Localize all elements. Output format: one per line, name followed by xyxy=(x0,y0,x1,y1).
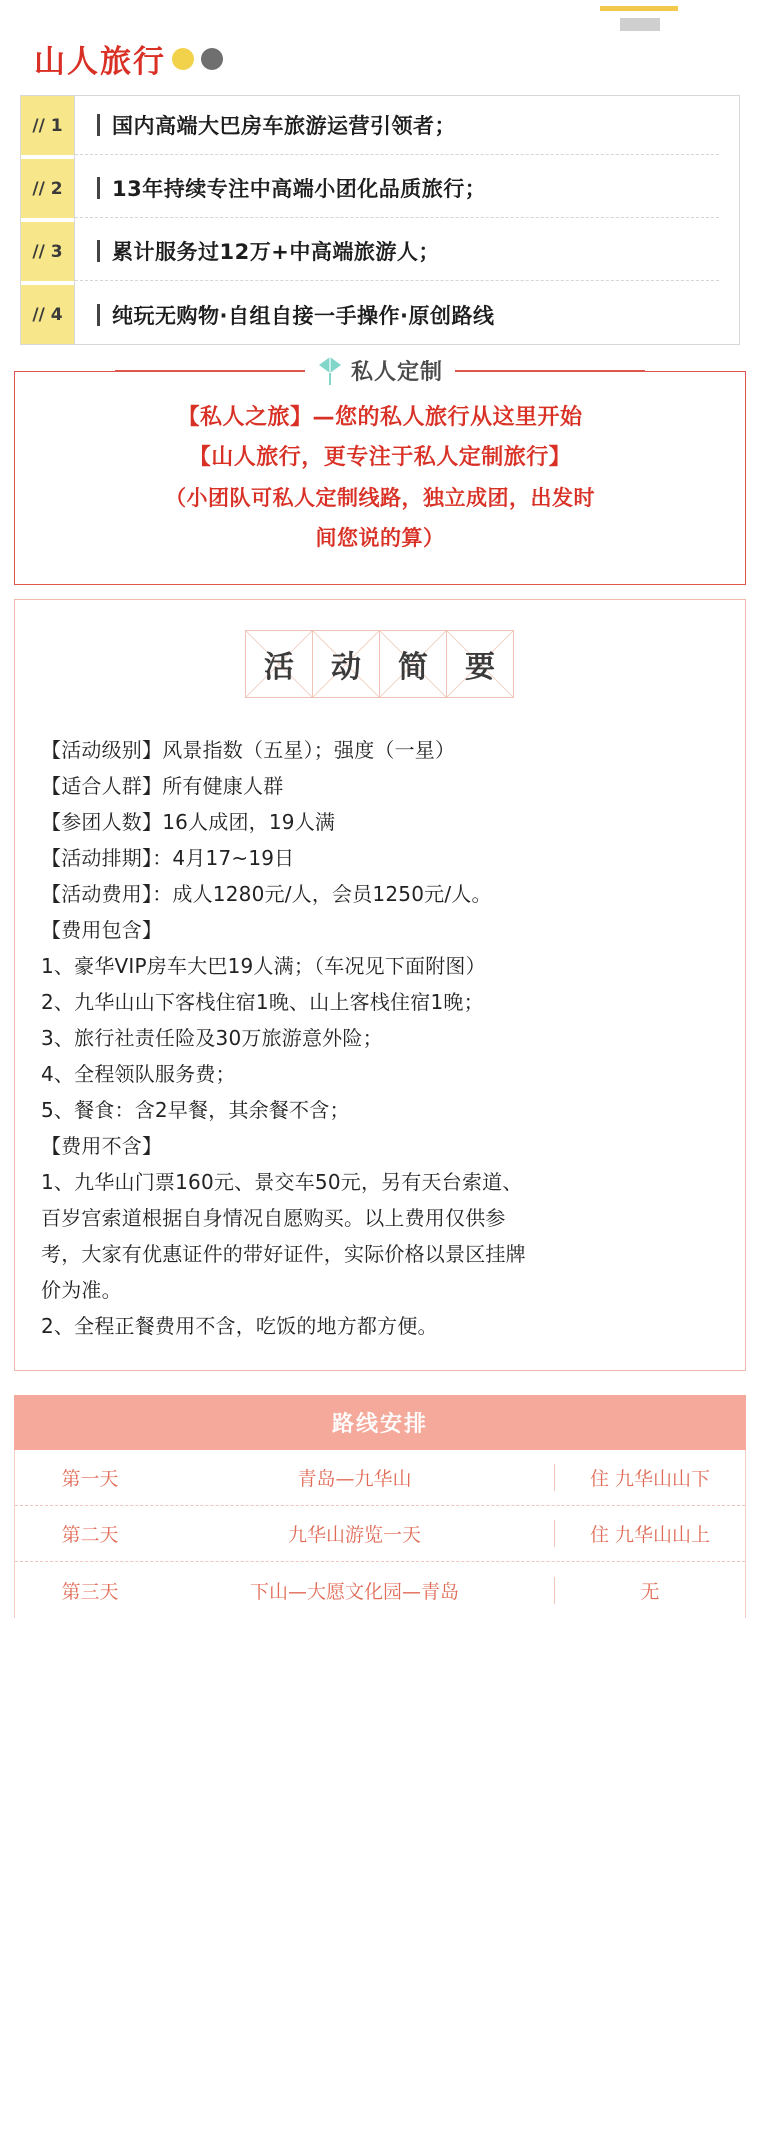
route-table xyxy=(14,1450,746,1618)
bullet-bar-icon xyxy=(97,304,100,326)
feature-number: // 1 xyxy=(21,96,74,155)
feature-label: 累计服务过12万+中高端旅游人； xyxy=(112,240,440,264)
summary-title-grid xyxy=(41,630,719,698)
summary-title-char-text: 动 xyxy=(331,650,361,685)
route-stay: 住 九华山山上 xyxy=(589,1524,711,1546)
route-description: 九华山游览一天 xyxy=(165,1520,555,1547)
route-description: 青岛—九华山 xyxy=(165,1464,555,1491)
summary-line: 百岁宫索道根据自身情况自愿购买。以上费用仅供参 xyxy=(41,1206,506,1230)
bullet-bar-icon xyxy=(97,177,100,199)
feature-list xyxy=(20,95,740,345)
table-row xyxy=(15,1450,745,1506)
feature-text-column xyxy=(75,96,739,344)
gray-block-decoration xyxy=(620,18,660,31)
feature-label: 纯玩无购物·自组自接一手操作·原创路线 xyxy=(112,303,495,328)
private-custom-title: 私人定制 xyxy=(350,360,443,385)
summary-line: 5、餐食：含2早餐，其余餐不含； xyxy=(41,1098,350,1122)
summary-title-char-text: 简 xyxy=(398,650,428,685)
feature-item xyxy=(75,96,719,155)
private-custom-section xyxy=(14,360,746,585)
summary-line: 考，大家有优惠证件的带好证件，实际价格以景区挂牌 xyxy=(41,1242,526,1266)
summary-title-char-text: 活 xyxy=(264,650,294,685)
feature-item xyxy=(75,159,719,218)
activity-summary-section xyxy=(14,599,746,1371)
route-day: 第二天 xyxy=(61,1524,119,1546)
gray-dot-icon xyxy=(201,48,223,70)
yellow-dot-icon xyxy=(172,48,194,70)
summary-line: 【活动级别】风景指数（五星）；强度（一星） xyxy=(41,738,456,762)
summary-line: 【费用包含】 xyxy=(41,918,163,942)
private-custom-heading xyxy=(15,355,745,386)
custom-line: （小团队可私人定制线路，独立成团，出发时 xyxy=(165,486,595,510)
summary-line: 【参团人数】16人成团，19人满 xyxy=(41,810,336,834)
summary-title-char xyxy=(379,630,447,698)
custom-line: 【私人之旅】—您的私人旅行从这里开始 xyxy=(177,405,583,430)
summary-title-char xyxy=(245,630,313,698)
route-section-title: 路线安排 xyxy=(14,1395,746,1450)
bullet-bar-icon xyxy=(97,240,100,262)
feature-number: // 4 xyxy=(21,285,74,344)
summary-line: 1、九华山门票160元、景交车50元，另有天台索道、 xyxy=(41,1170,523,1194)
feature-item xyxy=(75,222,719,281)
table-row xyxy=(15,1562,745,1618)
summary-line: 【费用不含】 xyxy=(41,1134,163,1158)
custom-line: 【山人旅行，更专注于私人定制旅行】 xyxy=(188,445,572,470)
bullet-bar-icon xyxy=(97,114,100,136)
feature-label: 国内高端大巴房车旅游运营引领者； xyxy=(112,114,456,138)
feature-label: 13年持续专注中高端小团化品质旅行； xyxy=(112,177,487,201)
top-decoration xyxy=(0,0,760,30)
brand-header xyxy=(0,30,760,87)
heading-rule-left xyxy=(115,370,305,371)
summary-line: 【适合人群】所有健康人群 xyxy=(41,774,284,798)
feature-number-column xyxy=(21,96,75,344)
route-day: 第三天 xyxy=(61,1580,119,1603)
heading-rule-right xyxy=(455,370,645,371)
summary-line: 4、全程领队服务费； xyxy=(41,1062,236,1086)
summary-line: 【活动排期】：4月17~19日 xyxy=(41,846,295,870)
brand-dots xyxy=(172,48,223,70)
summary-title-char xyxy=(446,630,514,698)
summary-line: 2、全程正餐费用不含，吃饭的地方都方便。 xyxy=(41,1314,438,1338)
route-stay: 无 xyxy=(640,1580,660,1603)
summary-line: 3、旅行社责任险及30万旅游意外险； xyxy=(41,1026,383,1050)
custom-line: 间您说的算） xyxy=(315,526,445,550)
route-stay: 住 九华山山下 xyxy=(589,1468,711,1490)
route-day: 第一天 xyxy=(61,1468,119,1490)
feature-item xyxy=(75,285,719,344)
summary-title-char-text: 要 xyxy=(465,650,495,685)
summary-line: 价为准。 xyxy=(41,1278,122,1302)
feature-number: // 2 xyxy=(21,159,74,218)
table-row xyxy=(15,1506,745,1562)
brand-title: 山人旅行 xyxy=(34,44,166,80)
heading-content xyxy=(305,355,455,386)
summary-line: 2、九华山山下客栈住宿1晚、山上客栈住宿1晚； xyxy=(41,990,484,1014)
summary-line: 1、豪华VIP房车大巴19人满；（车况见下面附图） xyxy=(41,954,486,978)
route-description: 下山—大愿文化园—青岛 xyxy=(165,1577,555,1604)
kite-icon xyxy=(317,356,343,386)
summary-line: 【活动费用】：成人1280元/人，会员1250元/人。 xyxy=(41,882,492,906)
yellow-bar-decoration xyxy=(600,6,678,11)
summary-title-char xyxy=(312,630,380,698)
feature-number: // 3 xyxy=(21,222,74,281)
